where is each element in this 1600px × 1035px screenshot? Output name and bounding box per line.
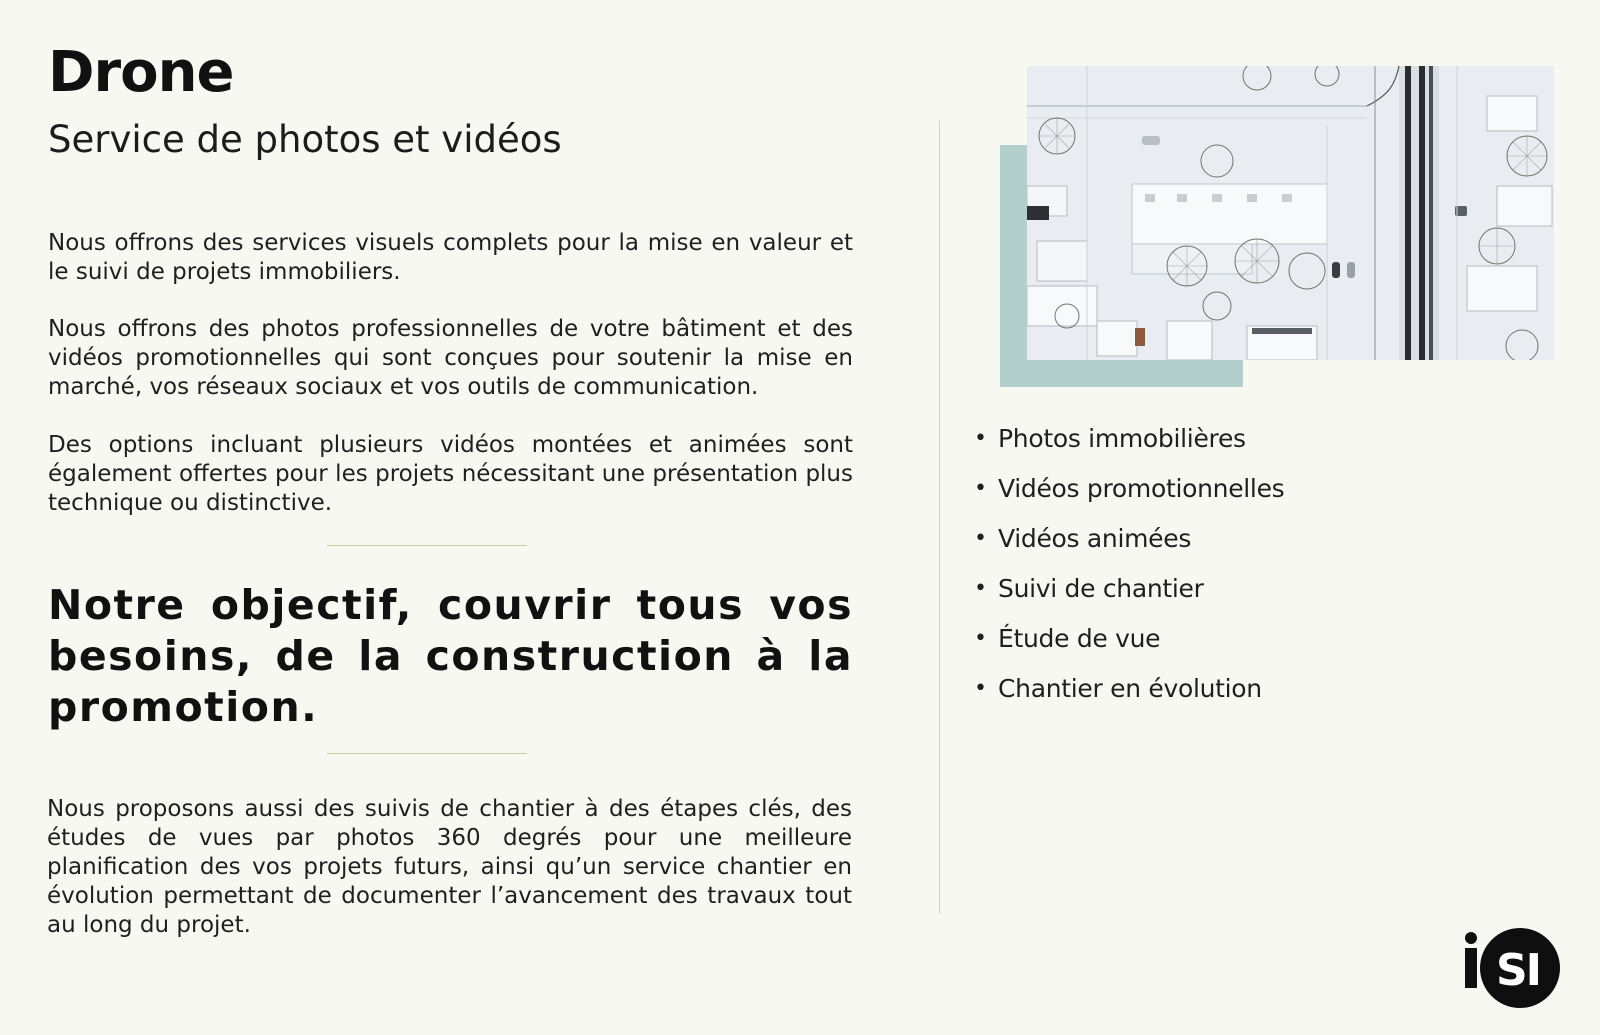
aerial-snow-photo [1027, 66, 1554, 360]
feature-item: • Vidéos promotionnelles [974, 474, 1285, 503]
feature-item: • Suivi de chantier [974, 574, 1204, 603]
page-title: Drone [48, 40, 234, 105]
feature-label: Suivi de chantier [998, 574, 1204, 603]
feature-item: • Photos immobilières [974, 424, 1246, 453]
feature-item: • Vidéos animées [974, 524, 1192, 553]
objective-headline: Notre objectif, couvrir tous vos besoins, de la construction à la promotion. [48, 581, 853, 731]
feature-label: Étude de vue [998, 624, 1161, 653]
divider-bottom [327, 753, 527, 754]
feature-label: Photos immobilières [998, 424, 1246, 453]
isi-logo [1464, 924, 1564, 1008]
svg-text:SI: SI [1495, 945, 1541, 996]
feature-item: • Chantier en évolution [974, 674, 1262, 703]
intro-paragraph-1: Nous offrons des services visuels complets pour la mise en valeur et le suivi de projets immobiliers. [48, 230, 853, 285]
feature-list [974, 414, 1284, 714]
divider-top [327, 545, 527, 546]
page-subtitle: Service de photos et vidéos [48, 118, 562, 161]
feature-item: • Étude de vue [974, 624, 1161, 653]
feature-label: Vidéos promotionnelles [998, 474, 1285, 503]
intro-paragraph-2: Nous offrons des photos professionnelles de votre bâtiment et des vidéos promotionnelles qui sont conçues pour soutenir la mise en marché, vos réseaux sociaux et vos outils de communication. [48, 316, 853, 400]
closing-paragraph: Nous proposons aussi des suivis de chantier à des étapes clés, des études de vues par photos 360 degrés pour une meilleure planification des vos projets futurs, ainsi qu’un service chantier en évolution permettant de documenter l’avancement des travaux tout au long du projet. [47, 796, 852, 938]
feature-label: Vidéos animées [998, 524, 1192, 553]
vertical-divider [939, 121, 940, 914]
feature-label: Chantier en évolution [998, 674, 1262, 703]
intro-paragraph-3: Des options incluant plusieurs vidéos montées et animées sont également offertes pour les projets nécessitant une présentation plus technique ou distinctive. [48, 432, 853, 516]
